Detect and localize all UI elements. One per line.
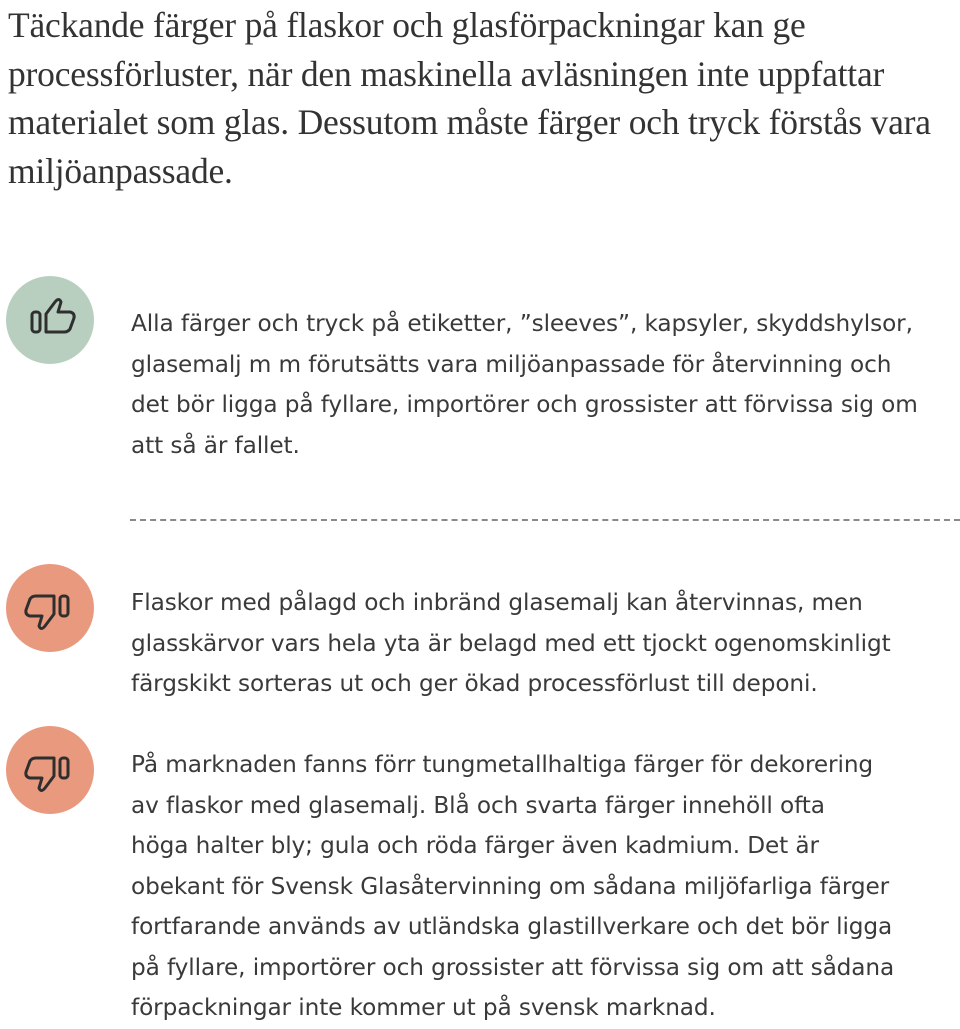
point-text: [131, 304, 960, 466]
point-line: av flaskor med glasemalj. Blå och svarta färger innehöll ofta: [131, 791, 825, 819]
point-line: fortfarande används av utländska glastillverkare och det bör ligga: [131, 913, 893, 940]
point-line: glasskärvor vars hela yta är belagd med ett tjockt ogenomskinligt: [131, 629, 891, 657]
point-line: på fyllare, importörer och grossister att förvissa sig om att sådana: [131, 953, 895, 981]
thumbs-down-icon: [6, 726, 94, 814]
point-line: obekant för Svensk Glasåtervinning om sådana miljöfarliga färger: [131, 872, 890, 900]
point-text: [131, 745, 960, 1029]
dashed-divider: [130, 519, 960, 521]
intro-line: processförluster, när den maskinella avläsningen inte uppfattar: [8, 53, 885, 94]
point-line: höga halter bly; gula och röda färger även kadmium. Det är: [131, 832, 819, 859]
point-text: [131, 583, 960, 705]
point-line: glasemalj m m förutsätts vara miljöanpassade för återvinning och: [131, 350, 892, 378]
intro-line: materialet som glas. Dessutom måste färger och tryck förstås vara: [8, 102, 931, 142]
point-line: förpackningar inte kommer ut på svensk marknad.: [131, 994, 716, 1021]
thumbs-down-icon: [6, 564, 94, 652]
thumbs-up-icon: [6, 276, 94, 364]
point-line: Flaskor med pålagd och inbränd glasemalj kan återvinnas, men: [131, 589, 863, 616]
point-line: färgskikt sorteras ut och ger ökad processförlust till deponi.: [131, 670, 818, 697]
point-line: att så är fallet.: [131, 431, 300, 459]
point-line: På marknaden fanns förr tungmetallhaltiga färger för dekorering: [131, 751, 874, 778]
point-line: Alla färger och tryck på etiketter, ”sleeves”, kapsyler, skyddshylsor,: [131, 310, 913, 337]
intro-paragraph: [8, 1, 948, 195]
point-line: det bör ligga på fyllare, importörer och grossister att förvissa sig om: [131, 391, 918, 418]
intro-line: miljöanpassade.: [8, 150, 233, 191]
intro-line: Täckande färger på flaskor och glasförpackningar kan ge: [8, 5, 806, 45]
